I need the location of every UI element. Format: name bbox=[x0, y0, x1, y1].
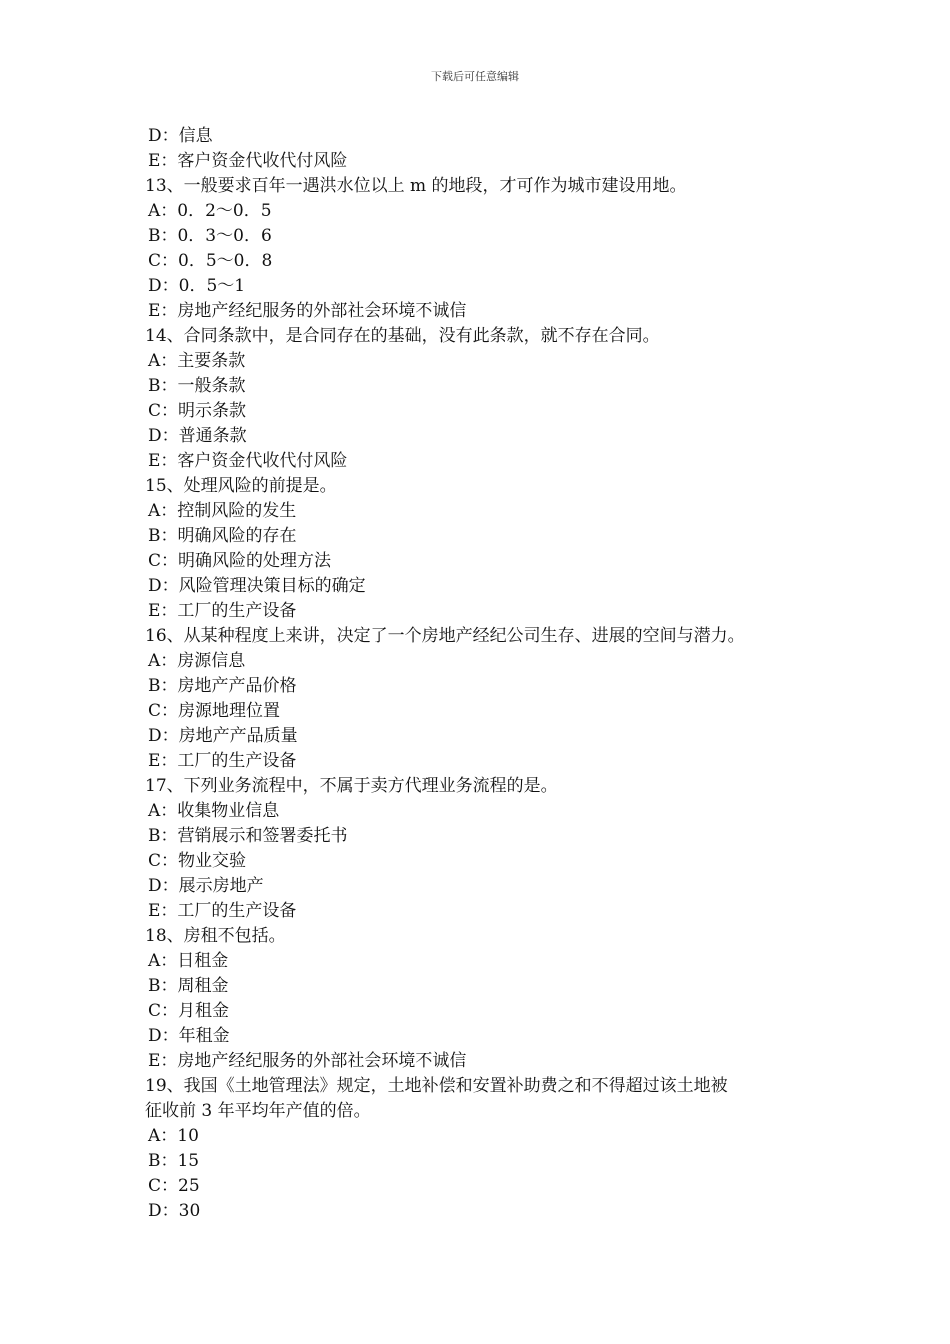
answer-option: A：0．2～0．5 bbox=[148, 201, 272, 221]
question-text: 17、下列业务流程中，不属于卖方代理业务流程的是。 bbox=[145, 776, 558, 796]
answer-option: D：风险管理决策目标的确定 bbox=[148, 576, 366, 596]
answer-option: B：0．3～0．6 bbox=[148, 226, 272, 246]
answer-option: D：年租金 bbox=[148, 1026, 230, 1046]
answer-option: A：房源信息 bbox=[148, 651, 246, 671]
answer-option: B：营销展示和签署委托书 bbox=[148, 826, 348, 846]
answer-option: C：物业交验 bbox=[148, 851, 247, 871]
answer-option: A：控制风险的发生 bbox=[148, 501, 297, 521]
answer-option: D：0．5～1 bbox=[148, 276, 246, 296]
question-text: 15、处理风险的前提是。 bbox=[145, 476, 337, 496]
answer-option: D：展示房地产 bbox=[148, 876, 264, 896]
answer-option: B：周租金 bbox=[148, 976, 229, 996]
answer-option: A：收集物业信息 bbox=[148, 801, 280, 821]
answer-option: E：客户资金代收代付风险 bbox=[148, 451, 348, 471]
answer-option: C：0．5～0．8 bbox=[148, 251, 273, 271]
question-text: 19、我国《土地管理法》规定，土地补偿和安置补助费之和不得超过该土地被 bbox=[145, 1076, 728, 1096]
answer-option: B：房地产产品价格 bbox=[148, 676, 297, 696]
question-text: 13、一般要求百年一遇洪水位以上 m 的地段，才可作为城市建设用地。 bbox=[145, 176, 687, 196]
answer-option: E：工厂的生产设备 bbox=[148, 601, 297, 621]
answer-option: D：房地产产品质量 bbox=[148, 726, 298, 746]
answer-option: A：10 bbox=[148, 1126, 199, 1146]
answer-option: E：工厂的生产设备 bbox=[148, 751, 297, 771]
answer-option: A：日租金 bbox=[148, 951, 229, 971]
document-body bbox=[145, 124, 815, 1224]
answer-option: C：明确风险的处理方法 bbox=[148, 551, 332, 571]
answer-option: E：房地产经纪服务的外部社会环境不诚信 bbox=[148, 1051, 467, 1071]
question-text: 18、房租不包括。 bbox=[145, 926, 286, 946]
question-text: 征收前 3 年平均年产值的倍。 bbox=[145, 1101, 371, 1121]
answer-option: D：30 bbox=[148, 1201, 201, 1221]
answer-option: D：信息 bbox=[148, 126, 213, 146]
answer-option: E：客户资金代收代付风险 bbox=[148, 151, 348, 171]
answer-option: C：明示条款 bbox=[148, 401, 247, 421]
answer-option: B：明确风险的存在 bbox=[148, 526, 297, 546]
answer-option: E：工厂的生产设备 bbox=[148, 901, 297, 921]
answer-option: C：房源地理位置 bbox=[148, 701, 281, 721]
answer-option: B：一般条款 bbox=[148, 376, 246, 396]
answer-option: B：15 bbox=[148, 1151, 200, 1171]
answer-option: C：月租金 bbox=[148, 1001, 230, 1021]
answer-option: A：主要条款 bbox=[148, 351, 246, 371]
question-text: 14、合同条款中，是合同存在的基础，没有此条款，就不存在合同。 bbox=[145, 326, 660, 346]
page-header: 下载后可任意编辑 bbox=[431, 70, 519, 83]
answer-option: D：普通条款 bbox=[148, 426, 247, 446]
answer-option: C：25 bbox=[148, 1176, 200, 1196]
answer-option: E：房地产经纪服务的外部社会环境不诚信 bbox=[148, 301, 467, 321]
question-text: 16、从某种程度上来讲，决定了一个房地产经纪公司生存、进展的空间与潜力。 bbox=[145, 626, 745, 646]
